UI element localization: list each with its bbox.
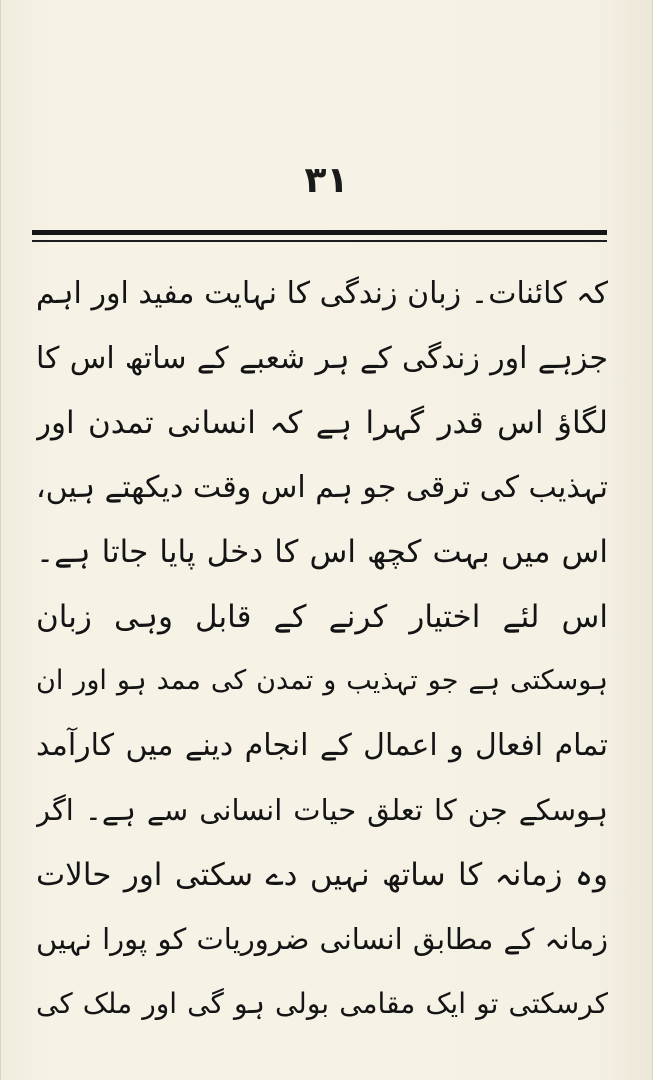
- text-line-1: کہ کائنات۔ زبان زندگی کا نہایت مفید اور اہم: [36, 276, 608, 311]
- text-line-12: کرسکتی تو ایک مقامی بولی ہو گی اور ملک کی: [36, 986, 608, 1020]
- text-line-10: وہ زمانہ کا ساتھ نہیں دے سکتی اور حالات: [36, 856, 608, 893]
- text-line-5: اس میں بہت کچھ اس کا دخل پایا جاتا ہے۔: [36, 534, 608, 570]
- text-line-9: ہوسکے جن کا تعلق حیات انسانی سے ہے۔ اگر: [36, 793, 608, 827]
- body-text: [36, 262, 608, 1036]
- text-line-7: ہوسکتی ہے جو تہذیب و تمدن کی ممد ہو اور ان: [36, 665, 608, 696]
- header-rule-thick: [32, 230, 607, 235]
- text-line-6: اس لئے اختیار کرنے کے قابل وہی زبان: [36, 598, 608, 635]
- text-line-3: لگاؤ اس قدر گہرا ہے کہ انسانی تمدن اور: [36, 405, 608, 441]
- text-line-8: تمام افعال و اعمال کے انجام دینے میں کارآمد: [36, 727, 608, 763]
- page-number: ۳۱: [304, 160, 349, 201]
- header-rule-thin: [32, 240, 607, 242]
- text-line-2: جزہے اور زندگی کے ہر شعبے کے ساتھ اس کا: [36, 340, 608, 376]
- text-line-4: تہذیب کی ترقی جو ہم اس وقت دیکھتے ہیں،: [36, 469, 608, 505]
- text-line-11: زمانہ کے مطابق انسانی ضروریات کو پورا نہیں: [36, 922, 608, 956]
